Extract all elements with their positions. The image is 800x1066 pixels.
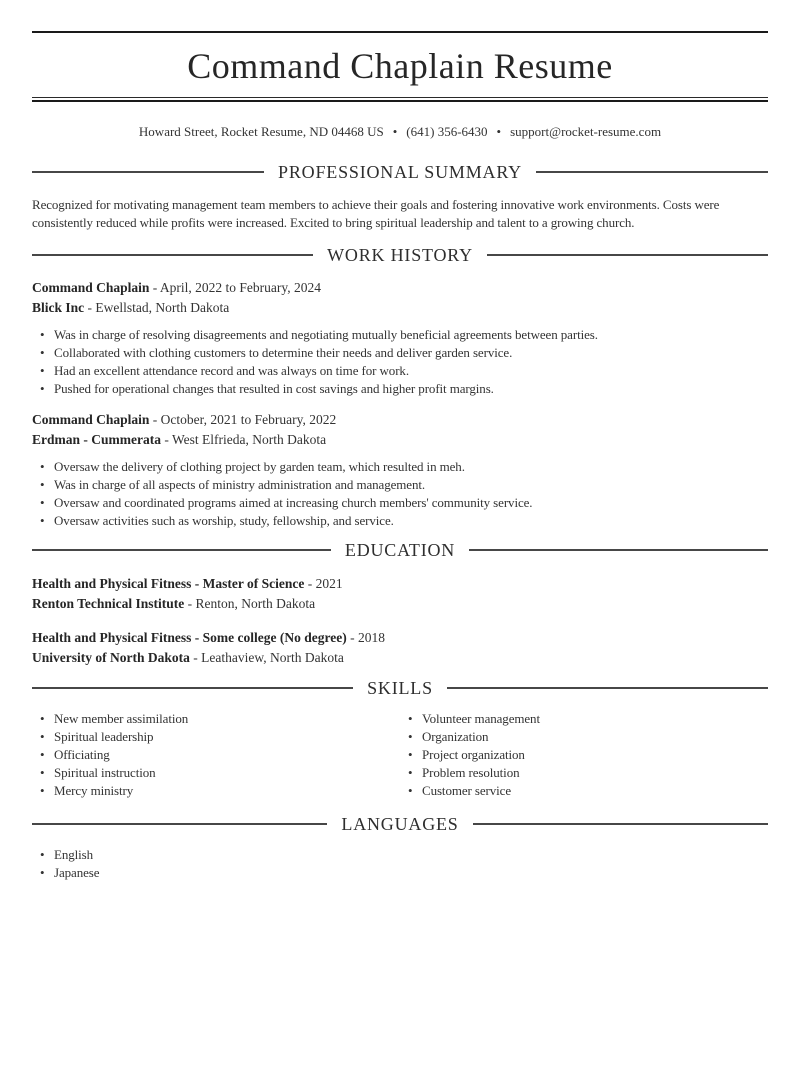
skill-item: • Project organization xyxy=(400,746,768,764)
heading-rule-left xyxy=(32,549,331,551)
skill-item: • Customer service xyxy=(400,782,768,800)
skill-item: • Problem resolution xyxy=(400,764,768,782)
job-title: Command Chaplain xyxy=(32,280,150,295)
education-school: Renton Technical Institute xyxy=(32,596,185,611)
section-heading-work-history xyxy=(32,245,768,265)
skill-item: • Spiritual leadership xyxy=(32,728,400,746)
job-entry xyxy=(32,278,768,398)
job-location: - West Elfrieda, North Dakota xyxy=(160,432,327,447)
section-title: EDUCATION xyxy=(344,540,456,560)
job-location: - Ewellstad, North Dakota xyxy=(84,300,230,315)
header-top-rule xyxy=(32,31,768,33)
job-title-line xyxy=(32,278,768,298)
heading-rule-right xyxy=(487,254,768,256)
job-bullet-list xyxy=(32,458,768,530)
heading-rule-right xyxy=(469,549,768,551)
education-degree: Health and Physical Fitness - Master of Science xyxy=(32,576,305,591)
job-company: Blick Inc xyxy=(32,300,85,315)
job-bullet: • Oversaw activities such as worship, study, fellowship, and service. xyxy=(32,512,768,530)
skills-column-right xyxy=(400,710,768,800)
section-heading-languages xyxy=(32,814,768,834)
skills-columns xyxy=(32,710,768,800)
skill-item: • Mercy ministry xyxy=(32,782,400,800)
heading-rule-left xyxy=(32,823,327,825)
job-bullet: • Was in charge of all aspects of ministry administration and management. xyxy=(32,476,768,494)
job-title-line xyxy=(32,410,768,430)
job-dates: - April, 2022 to February, 2024 xyxy=(149,280,322,295)
education-school-line xyxy=(32,648,768,668)
heading-rule-right xyxy=(536,171,768,173)
skills-column-left xyxy=(32,710,400,800)
resume-document xyxy=(0,31,800,882)
section-heading-professional-summary xyxy=(32,162,768,182)
heading-rule-left xyxy=(32,687,353,689)
education-location: - Renton, North Dakota xyxy=(184,596,316,611)
job-bullet: • Oversaw and coordinated programs aimed at increasing church members' community service. xyxy=(32,494,768,512)
skills-list xyxy=(400,710,768,800)
education-school-line xyxy=(32,594,768,614)
resume-page xyxy=(0,31,800,1066)
page-title: Command Chaplain Resume xyxy=(187,46,613,86)
skill-item: • Spiritual instruction xyxy=(32,764,400,782)
contact-phone: (641) 356-6430 xyxy=(406,124,488,139)
job-company-line xyxy=(32,430,768,450)
rule-thick-line xyxy=(32,100,768,102)
heading-rule-right xyxy=(473,823,768,825)
skill-item: • New member assimilation xyxy=(32,710,400,728)
contact-email: support@rocket-resume.com xyxy=(510,124,662,139)
education-school: University of North Dakota xyxy=(32,650,190,665)
language-item: • Japanese xyxy=(32,864,768,882)
education-entry xyxy=(32,574,768,614)
job-bullet: • Pushed for operational changes that resulted in cost savings and higher profit margins. xyxy=(32,380,768,398)
job-bullet: • Had an excellent attendance record and was always on time for work. xyxy=(32,362,768,380)
education-year: - 2018 xyxy=(346,630,385,645)
skill-item: • Volunteer management xyxy=(400,710,768,728)
education-degree-line xyxy=(32,574,768,594)
education-degree-line xyxy=(32,628,768,648)
skills-list xyxy=(32,710,400,800)
contact-address: Howard Street, Rocket Resume, ND 04468 US xyxy=(138,124,384,139)
summary-paragraph: Recognized for motivating management team members to achieve their goals and fostering innovative work environments. Costs were consistently reduced while profits were increased. Excited to bring spiritual leadership and talent to a growing church. xyxy=(32,197,720,230)
job-bullet-list xyxy=(32,326,768,398)
education-location: - Leathaview, North Dakota xyxy=(189,650,344,665)
skill-item: • Officiating xyxy=(32,746,400,764)
section-title: WORK HISTORY xyxy=(327,245,473,265)
job-bullet: • Collaborated with clothing customers to determine their needs and deliver garden service. xyxy=(32,344,768,362)
job-bullet: • Oversaw the delivery of clothing project by garden team, which resulted in meh. xyxy=(32,458,768,476)
job-entry xyxy=(32,410,768,530)
heading-rule-left xyxy=(32,254,313,256)
rule-thin-line xyxy=(32,97,768,98)
heading-rule-right xyxy=(447,687,768,689)
heading-rule-left xyxy=(32,171,264,173)
job-dates: - October, 2021 to February, 2022 xyxy=(149,412,337,427)
header-bottom-rule xyxy=(32,97,768,102)
education-degree: Health and Physical Fitness - Some college (No degree) xyxy=(32,630,347,645)
contact-separator: • xyxy=(496,124,502,139)
job-company: Erdman - Cummerata xyxy=(32,432,161,447)
education-year: - 2021 xyxy=(304,576,343,591)
section-title: LANGUAGES xyxy=(341,814,459,834)
skill-item: • Organization xyxy=(400,728,768,746)
job-title: Command Chaplain xyxy=(32,412,150,427)
contact-separator: • xyxy=(392,124,398,139)
contact-info xyxy=(32,123,768,140)
languages-list xyxy=(32,846,768,882)
job-company-line xyxy=(32,298,768,318)
language-item: • English xyxy=(32,846,768,864)
section-title: SKILLS xyxy=(367,678,433,698)
section-title: PROFESSIONAL SUMMARY xyxy=(278,162,522,182)
section-heading-education xyxy=(32,540,768,560)
section-heading-skills xyxy=(32,678,768,698)
job-bullet: • Was in charge of resolving disagreements and negotiating mutually beneficial agreements between parties. xyxy=(32,326,768,344)
education-entry xyxy=(32,628,768,668)
